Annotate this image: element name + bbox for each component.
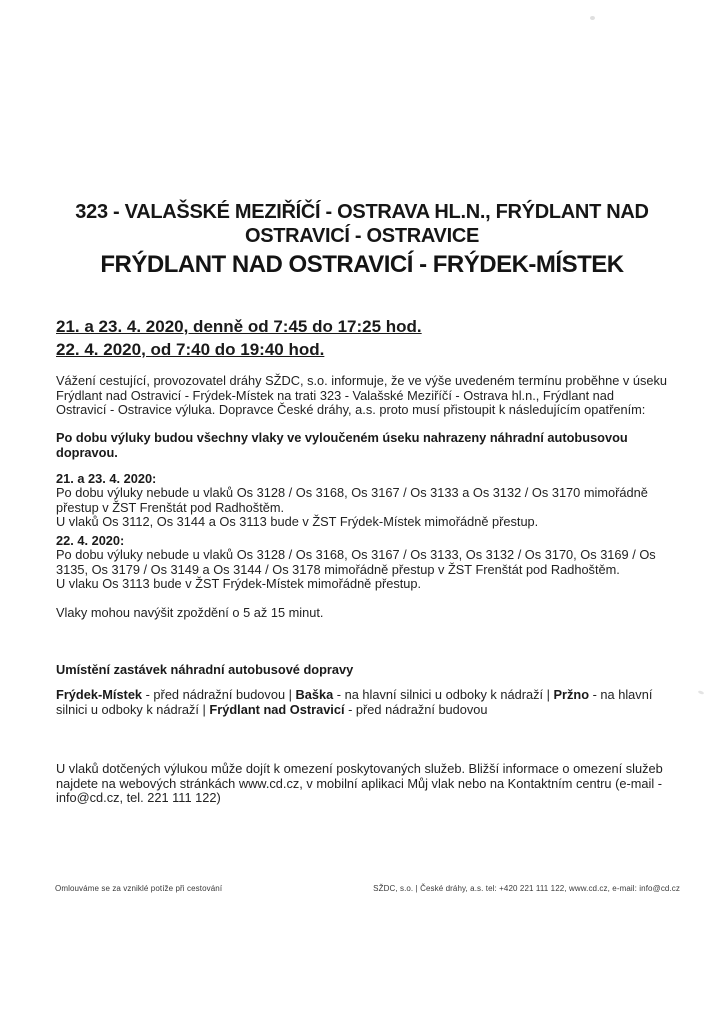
stop-name: Frýdlant nad Ostravicí [209,701,345,717]
footer-contact: SŽDC, s.o. | České dráhy, a.s. tel: +420 221 111 122, www.cd.cz, e-mail: info@cd.cz [373,884,680,893]
validity-date-line: 22. 4. 2020, od 7:40 do 19:40 hod. [56,340,325,359]
stop-description: - před nádražní budovou | [142,687,296,702]
stop-description: - na hlavní silnici u odboky k nádraží | [333,687,554,702]
scan-artifact [698,690,705,695]
validity-dates [56,315,668,361]
services-note: U vlaků dotčených výlukou může dojít k omezení poskytovaných služeb. Bližší informace o omezení služeb najdete na webových stránkách www.cd.cz, v mobilní aplikaci Můj vlak nebo na Kontaktním centru (e-mail - info@cd.cz, tel. 221 111 122) [56,761,663,806]
replacement-notice: Po dobu výluky budou všechny vlaky ve vyloučeném úseku nahrazeny náhradní autobusovou dopravou. [56,430,628,460]
stop-description: - před nádražní budovou [344,701,488,717]
closed-section-title: FRÝDLANT NAD OSTRAVICÍ - FRÝDEK-MÍSTEK [100,251,624,278]
validity-date-line: 21. a 23. 4. 2020, denně od 7:45 do 17:25 hod. [56,317,422,336]
section-heading: 22. 4. 2020: [56,533,125,548]
stops-paragraph [56,688,668,717]
section-paragraph: U vlaků Os 3112, Os 3144 a Os 3113 bude v ŽST Frýdek-Místek mimořádně přestup. [56,514,539,530]
section-heading: 21. a 23. 4. 2020: [56,471,157,486]
section-paragraph: U vlaku Os 3113 bude v ŽST Frýdek-Místek mimořádně přestup. [56,576,422,592]
stop-name: Baška [295,687,334,702]
section-paragraph: Po dobu výluky nebude u vlaků Os 3128 / Os 3168, Os 3167 / Os 3133, Os 3132 / Os 3170, Os 3169 / Os 3135, Os 3179 / Os 3149 a Os 3144 / Os 3178 mimořádně přestup v ŽST Frenštát pod Radhoštěm. [56,547,656,577]
section-paragraph: Po dobu výluky nebude u vlaků Os 3128 / Os 3168, Os 3167 / Os 3133 a Os 3132 / Os 3170 mimořádně přestup v ŽST Frenštát pod Radhoštěm. [56,485,648,515]
scan-artifact [590,16,595,20]
stops-heading: Umístění zastávek náhradní autobusové dopravy [56,662,354,677]
section-dates-21-23 [56,471,668,530]
footer-apology: Omlouváme se za vzniklé potíže při cestování [55,884,223,893]
route-title: 323 - VALAŠSKÉ MEZIŘÍČÍ - OSTRAVA HL.N., FRÝDLANT NAD OSTRAVICÍ - OSTRAVICE [75,201,649,247]
footer [55,884,680,893]
intro-paragraph: Vážení cestující, provozovatel dráhy SŽDC, s.o. informuje, že ve výše uvedeném termínu proběhne v úseku Frýdlant nad Ostravicí - Frýdek-Místek na trati 323 - Valašské Meziříčí - Ostrava hl.n., Frýdlant nad Ostravicí - Ostravice výluka. Dopravce České dráhy, a.s. proto musí přistoupit k následujícím opatřením: [56,373,667,418]
delay-note: Vlaky mohou navýšit zpoždění o 5 až 15 minut. [56,605,324,620]
stop-name: Pržno [553,687,590,702]
stop-name: Frýdek-Místek [56,687,143,702]
section-date-22 [56,533,668,592]
stop-description: - na hlavní silnici u odboky k nádraží | [56,687,653,717]
title-block [56,200,668,280]
